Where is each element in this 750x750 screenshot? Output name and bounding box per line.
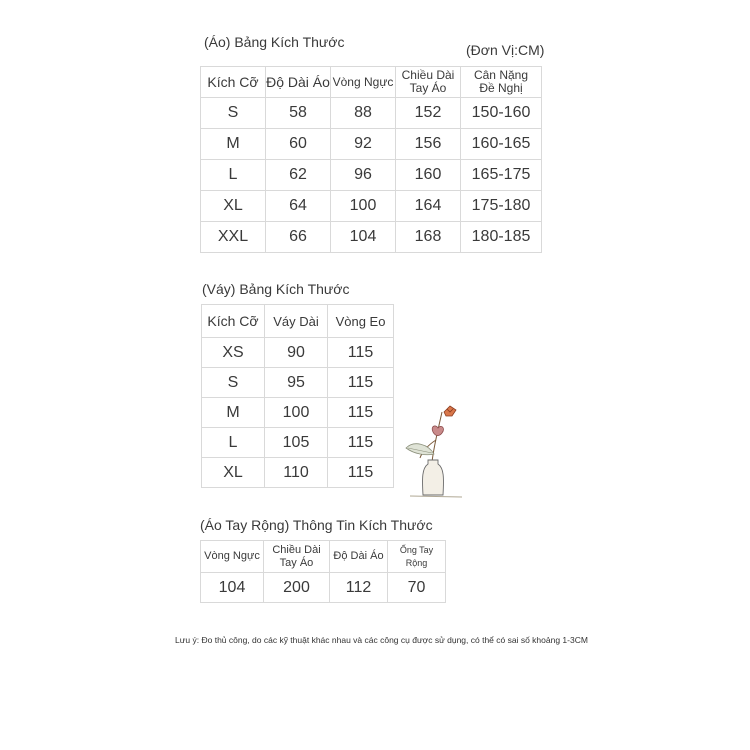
col-header-shirt-length: Độ Dài Áo bbox=[266, 67, 331, 98]
table-header-row bbox=[201, 541, 446, 573]
table-row bbox=[201, 129, 542, 160]
cell-sleeve-length: 164 bbox=[396, 191, 461, 222]
cell-waist: 115 bbox=[328, 368, 394, 398]
cell-chest: 92 bbox=[331, 129, 396, 160]
cell-waist: 115 bbox=[328, 428, 394, 458]
table-row bbox=[202, 368, 394, 398]
col-header-size: Kích Cỡ bbox=[201, 67, 266, 98]
table-row bbox=[202, 398, 394, 428]
cell-sleeve-length: 200 bbox=[264, 573, 330, 603]
col-header-waist: Vòng Eo bbox=[328, 305, 394, 338]
cell-shirt-length: 112 bbox=[330, 573, 388, 603]
cell-size: S bbox=[201, 98, 266, 129]
cell-sleeve-length: 156 bbox=[396, 129, 461, 160]
table-header-row bbox=[201, 67, 542, 98]
cell-waist: 115 bbox=[328, 398, 394, 428]
cell-chest: 88 bbox=[331, 98, 396, 129]
cell-waist: 115 bbox=[328, 458, 394, 488]
cell-size: M bbox=[201, 129, 266, 160]
cell-size: L bbox=[201, 160, 266, 191]
col-header-sleeve-width: Ống Tay Rộng bbox=[388, 541, 446, 573]
table-row bbox=[202, 458, 394, 488]
cell-weight: 150-160 bbox=[461, 98, 542, 129]
table-row bbox=[202, 338, 394, 368]
cell-skirt-length: 105 bbox=[265, 428, 328, 458]
table-row bbox=[201, 573, 446, 603]
cell-chest: 104 bbox=[201, 573, 264, 603]
skirt-title-text: Bảng Kích Thước bbox=[239, 281, 350, 297]
wide-sleeve-title-prefix: (Áo Tay Rộng) bbox=[200, 517, 290, 533]
col-header-skirt-length: Váy Dài bbox=[265, 305, 328, 338]
wide-sleeve-title-text: Thông Tin Kích Thước bbox=[292, 517, 433, 533]
cell-chest: 96 bbox=[331, 160, 396, 191]
cell-skirt-length: 90 bbox=[265, 338, 328, 368]
cell-sleeve-width: 70 bbox=[388, 573, 446, 603]
table-row bbox=[202, 428, 394, 458]
table-header-row bbox=[202, 305, 394, 338]
cell-weight: 165-175 bbox=[461, 160, 542, 191]
cell-skirt-length: 100 bbox=[265, 398, 328, 428]
cell-size: S bbox=[202, 368, 265, 398]
skirt-size-table bbox=[201, 304, 394, 488]
cell-shirt-length: 60 bbox=[266, 129, 331, 160]
cell-shirt-length: 58 bbox=[266, 98, 331, 129]
cell-sleeve-length: 168 bbox=[396, 222, 461, 253]
col-header-sleeve-length: Chiều Dài Tay Áo bbox=[264, 541, 330, 573]
cell-skirt-length: 95 bbox=[265, 368, 328, 398]
cell-weight: 175-180 bbox=[461, 191, 542, 222]
col-header-chest: Vòng Ngực bbox=[201, 541, 264, 573]
cell-size: XL bbox=[201, 191, 266, 222]
cell-shirt-length: 64 bbox=[266, 191, 331, 222]
cell-weight: 180-185 bbox=[461, 222, 542, 253]
wide-sleeve-table-title bbox=[200, 517, 433, 533]
shirt-table-title bbox=[204, 34, 344, 50]
measurement-note: Lưu ý: Đo thủ công, do các kỹ thuật khác nhau và các công cụ được sử dụng, có thể có sai số khoảng 1-3CM bbox=[175, 635, 588, 645]
table-row bbox=[201, 98, 542, 129]
skirt-table-title bbox=[202, 281, 349, 297]
cell-waist: 115 bbox=[328, 338, 394, 368]
col-header-sleeve-length: Chiều Dài Tay Áo bbox=[396, 67, 461, 98]
unit-label: (Đơn Vị:CM) bbox=[466, 42, 545, 58]
cell-size: L bbox=[202, 428, 265, 458]
cell-skirt-length: 110 bbox=[265, 458, 328, 488]
shirt-title-text: Bảng Kích Thước bbox=[234, 34, 345, 50]
cell-size: XS bbox=[202, 338, 265, 368]
cell-shirt-length: 62 bbox=[266, 160, 331, 191]
cell-chest: 104 bbox=[331, 222, 396, 253]
skirt-title-prefix: (Váy) bbox=[202, 281, 236, 297]
col-header-shirt-length: Độ Dài Áo bbox=[330, 541, 388, 573]
flower-vase-icon bbox=[404, 400, 476, 500]
col-header-recommended-weight: Cân Nặng Đề Nghị bbox=[461, 67, 542, 98]
table-row bbox=[201, 222, 542, 253]
table-row bbox=[201, 160, 542, 191]
cell-weight: 160-165 bbox=[461, 129, 542, 160]
wide-sleeve-size-table bbox=[200, 540, 446, 603]
cell-size: XXL bbox=[201, 222, 266, 253]
cell-chest: 100 bbox=[331, 191, 396, 222]
cell-shirt-length: 66 bbox=[266, 222, 331, 253]
col-header-chest: Vòng Ngực bbox=[331, 67, 396, 98]
shirt-title-prefix: (Áo) bbox=[204, 34, 231, 50]
cell-size: M bbox=[202, 398, 265, 428]
col-header-size: Kích Cỡ bbox=[202, 305, 265, 338]
cell-size: XL bbox=[202, 458, 265, 488]
table-row bbox=[201, 191, 542, 222]
shirt-size-table bbox=[200, 66, 542, 253]
cell-sleeve-length: 152 bbox=[396, 98, 461, 129]
cell-sleeve-length: 160 bbox=[396, 160, 461, 191]
